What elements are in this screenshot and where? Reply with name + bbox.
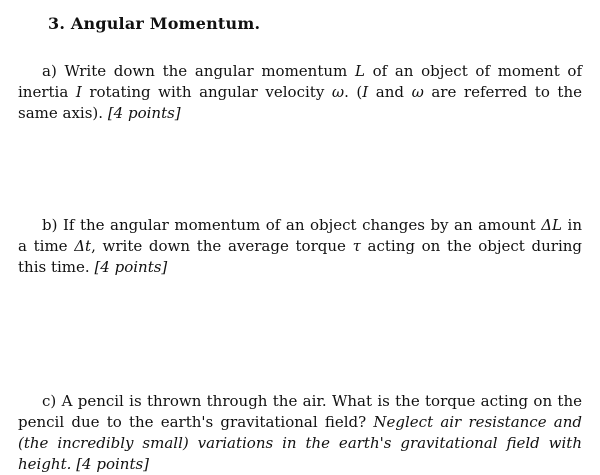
part-a-text: Write down the angular momentum L of an object of moment of inertia I rotating with angular velocity ω. (I and ω are referred to the same axis). [18, 62, 582, 122]
question-heading: 3. Angular Momentum. [48, 14, 261, 33]
part-a-points: [4 points] [107, 104, 181, 122]
part-c-label: c) [42, 392, 57, 410]
part-b-label: b) [42, 216, 58, 234]
part-b-points: [4 points] [94, 258, 168, 276]
part-b-text: If the angular momentum of an object changes by an amount ΔL in a time Δt, write down the average torque τ acting on the object during this time. [18, 216, 582, 276]
question-part-c [18, 391, 582, 475]
part-a-label: a) [42, 62, 57, 80]
part-c-points: [4 points] [76, 455, 150, 473]
part-c-text: A pencil is thrown through the air. What is the torque acting on the pencil due to the earth's gravitational field? [18, 392, 582, 431]
question-part-a [18, 61, 582, 124]
part-c-note: Neglect air resistance and (the incredibly small) variations in the earth's gravitational field with height. [18, 413, 583, 473]
question-part-b [18, 215, 582, 278]
